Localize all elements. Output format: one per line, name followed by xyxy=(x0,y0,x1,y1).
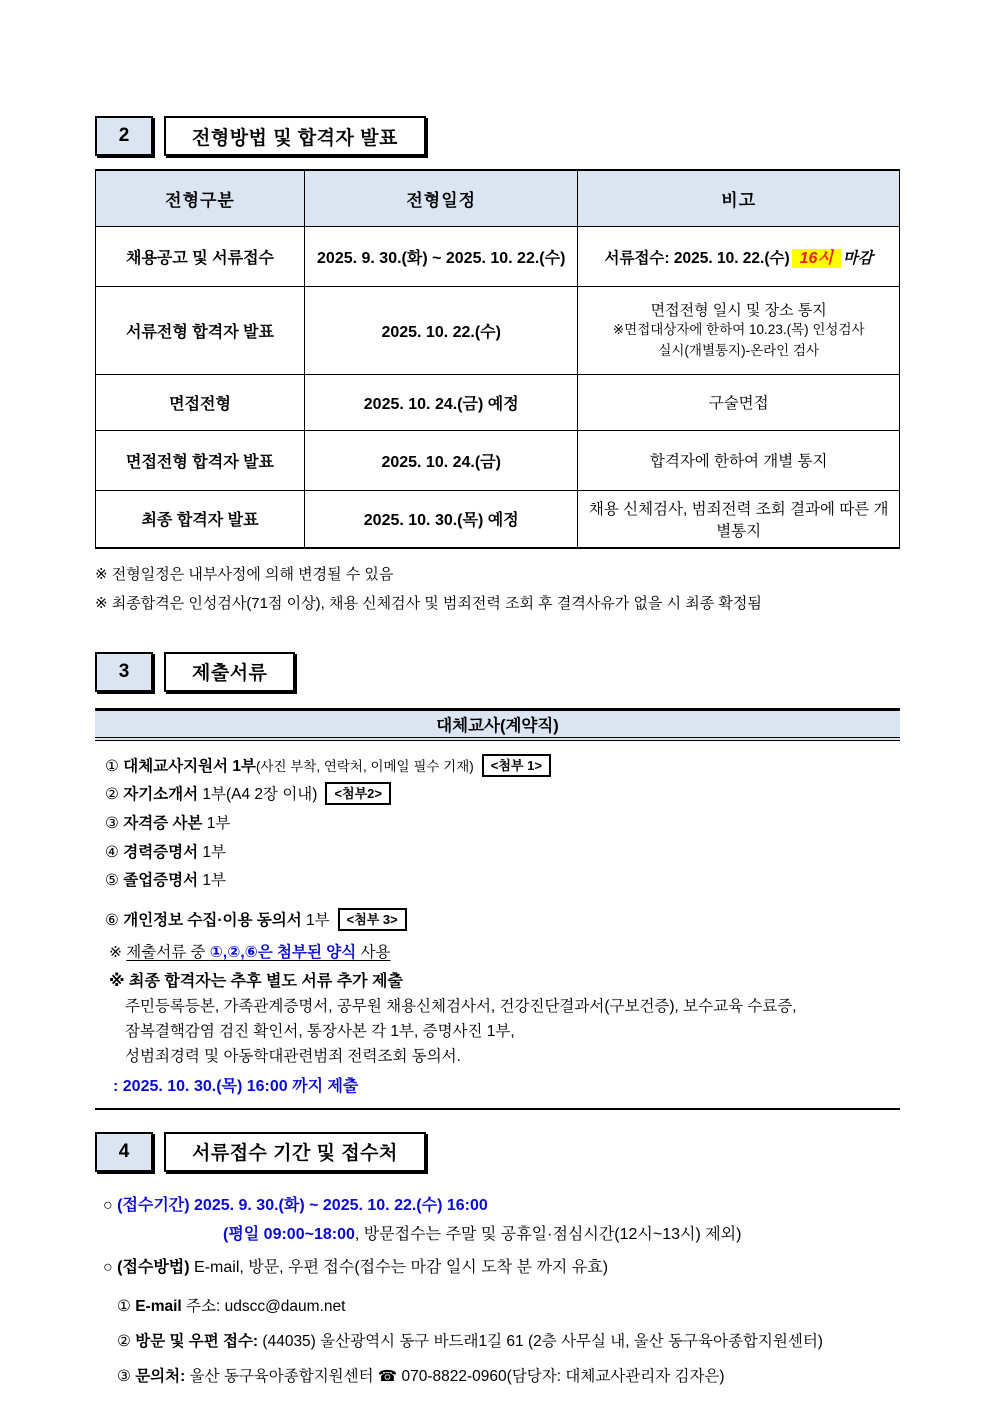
note-text: 제출서류 중 xyxy=(126,943,210,961)
attachment-badge: <첨부2> xyxy=(325,782,391,805)
section-4-number-badge: 4 xyxy=(95,1132,153,1172)
item-detail: 1부 xyxy=(202,814,231,832)
item-name: 개인정보 수집·이용 동의서 xyxy=(123,911,302,929)
section-3-header xyxy=(95,652,900,692)
contact-line xyxy=(95,1364,900,1386)
row-schedule: 2025. 10. 24.(금) xyxy=(305,430,578,490)
item-detail: (사진 부착, 연락처, 이메일 필수 기재) xyxy=(255,758,474,774)
list-item xyxy=(105,753,900,782)
item-name: 대체교사지원서 1부 xyxy=(123,757,256,775)
table-row xyxy=(96,226,900,286)
deadline-highlight: 16시 xyxy=(792,249,841,268)
email-line xyxy=(95,1294,900,1316)
reception-period-line xyxy=(95,1192,900,1219)
row-schedule: 2025. 9. 30.(화) ~ 2025. 10. 22.(수) xyxy=(305,226,578,286)
item-detail: 1부(A4 2장 이내) xyxy=(198,786,318,804)
list-item xyxy=(105,810,900,839)
col-header-category: 전형구분 xyxy=(96,170,305,226)
item-number: ① xyxy=(117,1298,136,1316)
method-text: E-mail, 방문, 우편 접수(접수는 마감 일시 도착 분 까지 유효) xyxy=(189,1259,609,1277)
section-divider xyxy=(95,1108,900,1110)
item-number: ⑥ xyxy=(105,911,119,929)
reception-info xyxy=(95,1192,900,1387)
col-header-remarks: 비고 xyxy=(578,170,900,226)
note-marker: ※ xyxy=(109,943,127,961)
address-text: (44035) 울산광역시 동구 바드래1길 61 (2층 사무실 내, 울산 동구육아종합지원센터) xyxy=(258,1333,823,1351)
method-label: (접수방법) xyxy=(117,1259,190,1277)
item-detail: 1부 xyxy=(198,872,226,890)
row-category: 서류전형 합격자 발표 xyxy=(96,286,305,374)
item-name: 자기소개서 xyxy=(123,786,199,804)
section-2-number-badge: 2 xyxy=(95,116,153,156)
row-remarks: 채용 신체검사, 범죄전력 조회 결과에 따른 개별통지 xyxy=(578,490,900,548)
underlined-note xyxy=(126,944,390,961)
contact-text: 울산 동구육아종합지원센터 ☎ 070-8822-0960(담당자: 대체교사관리자 김자은) xyxy=(185,1368,725,1386)
section-4-title: 서류접수 기간 및 접수처 xyxy=(164,1132,426,1172)
row-category: 채용공고 및 서류접수 xyxy=(96,226,305,286)
contact-label: 문의처: xyxy=(135,1368,186,1386)
forms-note xyxy=(95,940,900,962)
row-schedule: 2025. 10. 24.(금) 예정 xyxy=(305,374,578,430)
selection-schedule-table xyxy=(95,169,900,549)
row-remarks xyxy=(578,286,900,374)
remark-line: ※면접대상자에 한하여 10.23.(목) 인성검사 xyxy=(612,322,865,338)
row-category: 면접전형 xyxy=(96,374,305,430)
hours-exception: , 방문접수는 주말 및 공휴일·점심시간(12시~13시) 제외) xyxy=(354,1226,742,1244)
item-name: 경력증명서 xyxy=(123,843,199,861)
col-header-schedule: 전형일정 xyxy=(305,170,578,226)
submission-deadline: : 2025. 10. 30.(목) 16:00 까지 제출 xyxy=(113,1077,359,1095)
table-footnotes xyxy=(95,560,900,619)
list-item xyxy=(105,867,900,896)
note-text: 사용 xyxy=(356,943,391,961)
document-list xyxy=(95,753,900,936)
section-3-number-badge: 3 xyxy=(95,652,153,692)
item-number: ③ xyxy=(117,1368,136,1386)
table-row xyxy=(96,286,900,374)
email-label: E-mail xyxy=(135,1298,182,1316)
bullet: ○ xyxy=(103,1196,118,1214)
table-row xyxy=(96,430,900,490)
note-highlighted-forms: ①,②,⑥은 첨부된 양식 xyxy=(209,943,357,961)
section-2-title: 전형방법 및 합격자 발표 xyxy=(164,116,426,156)
item-name: 자격증 사본 xyxy=(123,814,203,832)
remark-line: 실시(개별통지)-온라인 검사 xyxy=(658,342,820,358)
job-type-bar: 대체교사(계약직) xyxy=(95,708,900,741)
item-number: ② xyxy=(105,786,119,804)
remark-line: 면접전형 일시 및 장소 통지 xyxy=(650,302,827,320)
remark-text: 서류접수: 2025. 10. 22.(수) xyxy=(604,249,790,267)
reception-hours-line xyxy=(95,1221,900,1248)
additional-documents xyxy=(95,994,900,1069)
row-remarks: 구술면접 xyxy=(578,374,900,430)
row-remarks: 합격자에 한하여 개별 통지 xyxy=(578,430,900,490)
reception-period: (접수기간) 2025. 9. 30.(화) ~ 2025. 10. 22.(수) 16:00 xyxy=(117,1196,488,1214)
item-detail: 1부 xyxy=(301,911,330,929)
visit-mail-line xyxy=(95,1329,900,1351)
email-address: 주소: udscc@daum.net xyxy=(181,1298,346,1316)
attachment-badge: <첨부 1> xyxy=(482,754,551,777)
item-number: ① xyxy=(105,757,119,775)
section-2-header xyxy=(95,116,900,156)
list-item xyxy=(105,907,900,936)
row-schedule: 2025. 10. 22.(수) xyxy=(305,286,578,374)
table-header-row xyxy=(96,170,900,226)
footnote: ※ 최종합격은 인성검사(71점 이상), 채용 신체검사 및 범죄전력 조회 후 결격사유가 없을 시 최종 확정됨 xyxy=(95,595,762,613)
item-number: ④ xyxy=(105,843,119,861)
reception-method-line xyxy=(95,1254,900,1281)
document-line: 성범죄경력 및 아동학대관련범죄 전력조회 동의서. xyxy=(125,1047,461,1065)
item-detail: 1부 xyxy=(198,843,226,861)
list-item xyxy=(105,839,900,868)
item-name: 졸업증명서 xyxy=(123,872,199,890)
section-3-title: 제출서류 xyxy=(164,652,295,692)
list-item xyxy=(105,781,900,810)
row-schedule: 2025. 10. 30.(목) 예정 xyxy=(305,490,578,548)
section-4-header xyxy=(95,1132,900,1172)
row-remarks xyxy=(578,226,900,286)
footnote: ※ 전형일정은 내부사정에 의해 변경될 수 있음 xyxy=(95,566,394,583)
item-number: ② xyxy=(117,1333,136,1351)
visit-mail-label: 방문 및 우편 접수: xyxy=(135,1333,259,1351)
remark-suffix: 마감 xyxy=(842,249,873,267)
table-row xyxy=(96,374,900,430)
attachment-badge: <첨부 3> xyxy=(338,908,407,931)
row-category: 최종 합격자 발표 xyxy=(96,490,305,548)
item-number: ③ xyxy=(105,814,119,832)
document-line: 잠복결핵감염 검진 확인서, 통장사본 각 1부, 증명사진 1부, xyxy=(125,1022,515,1040)
document-line: 주민등록등본, 가족관계증명서, 공무원 채용신체검사서, 건강진단결과서(구보건증), 보수교육 수료증, xyxy=(125,997,797,1015)
table-row xyxy=(96,490,900,548)
weekday-hours: (평일 09:00~18:00 xyxy=(223,1226,355,1244)
final-submission-note: ※ 최종 합격자는 추후 별도 서류 추가 제출 xyxy=(109,972,403,990)
row-category: 면접전형 합격자 발표 xyxy=(96,430,305,490)
bullet: ○ xyxy=(103,1259,118,1277)
item-number: ⑤ xyxy=(105,872,119,890)
